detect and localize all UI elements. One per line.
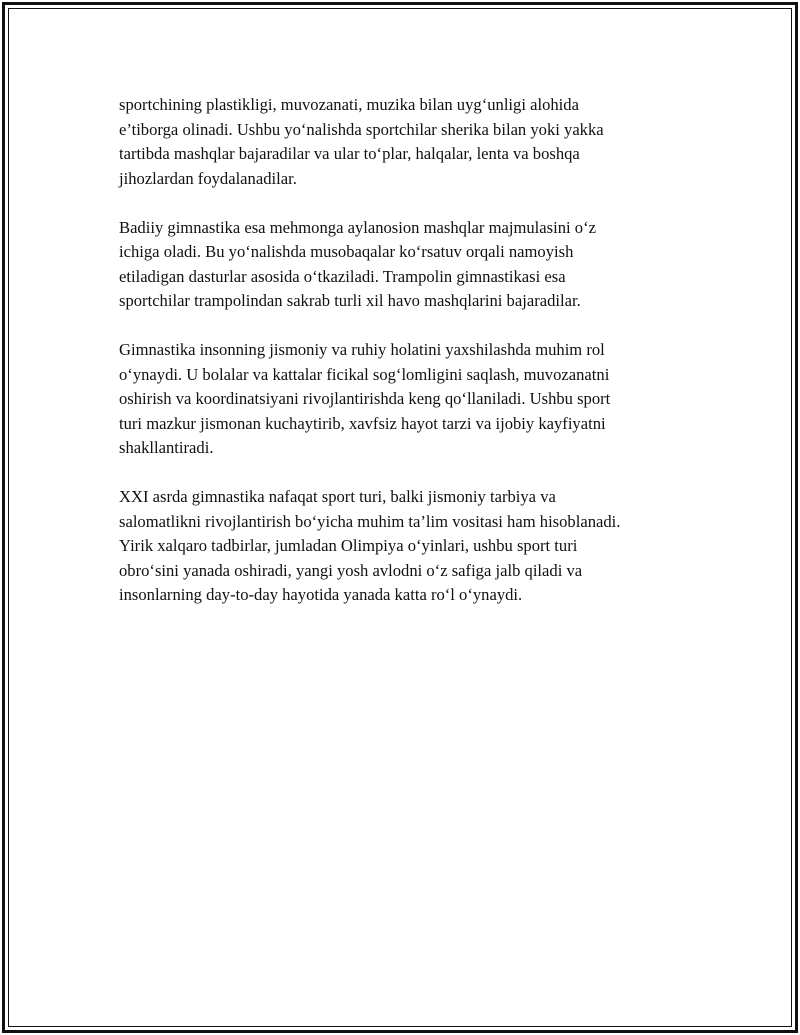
text-line: oshirish va koordinatsiyani rivojlantirishda keng qo‘llaniladi. Ushbu sport: [119, 389, 611, 408]
text-line: Yirik xalqaro tadbirlar, jumladan Olimpiya o‘yinlari, ushbu sport turi: [119, 536, 578, 555]
text-line: sportchilar trampolindan sakrab turli xil havo mashqlarini bajaradilar.: [119, 291, 581, 310]
paragraph-4: [119, 485, 689, 608]
document-body: [119, 93, 689, 632]
text-line: Gimnastika insonning jismoniy va ruhiy holatini yaxshilashda muhim rol: [119, 340, 605, 359]
text-line: jihozlardan foydalanadilar.: [119, 168, 297, 188]
text-line: obro‘sini yanada oshiradi, yangi yosh avlodni o‘z safiga jalb qiladi va: [119, 560, 583, 580]
text-line: tartibda mashqlar bajaradilar va ular to‘plar, halqalar, lenta va boshqa: [119, 144, 580, 163]
text-line: e’tiborga olinadi. Ushbu yo‘nalishda sportchilar sherika bilan yoki yakka: [119, 119, 604, 139]
text-line: shakllantiradi.: [119, 438, 214, 457]
text-line: Badiiy gimnastika esa mehmonga aylanosion mashqlar majmulasini o‘z: [119, 217, 596, 237]
paragraph-2: [119, 216, 689, 314]
text-line: ichiga oladi. Bu yo‘nalishda musobaqalar ko‘rsatuv orqali namoyish: [119, 242, 574, 261]
text-line: o‘ynaydi. U bolalar va kattalar ficikal sog‘lomligini saqlash, muvozanatni: [119, 364, 610, 384]
text-line: etiladigan dasturlar asosida o‘tkaziladi. Trampolin gimnastikasi esa: [119, 266, 566, 286]
text-line: salomatlikni rivojlantirish bo‘yicha muhim ta’lim vositasi ham hisoblanadi.: [119, 511, 621, 531]
text-line: turi mazkur jismonan kuchaytirib, xavfsiz hayot tarzi va ijobiy kayfiyatni: [119, 413, 606, 433]
text-line: insonlarning day-to-day hayotida yanada katta ro‘l o‘ynaydi.: [119, 585, 523, 604]
paragraph-1: [119, 93, 689, 191]
paragraph-3: [119, 338, 689, 461]
text-line: XXI asrda gimnastika nafaqat sport turi, balki jismoniy tarbiya va: [119, 487, 556, 506]
text-line: sportchining plastikligi, muvozanati, muzika bilan uyg‘unligi alohida: [119, 95, 579, 114]
